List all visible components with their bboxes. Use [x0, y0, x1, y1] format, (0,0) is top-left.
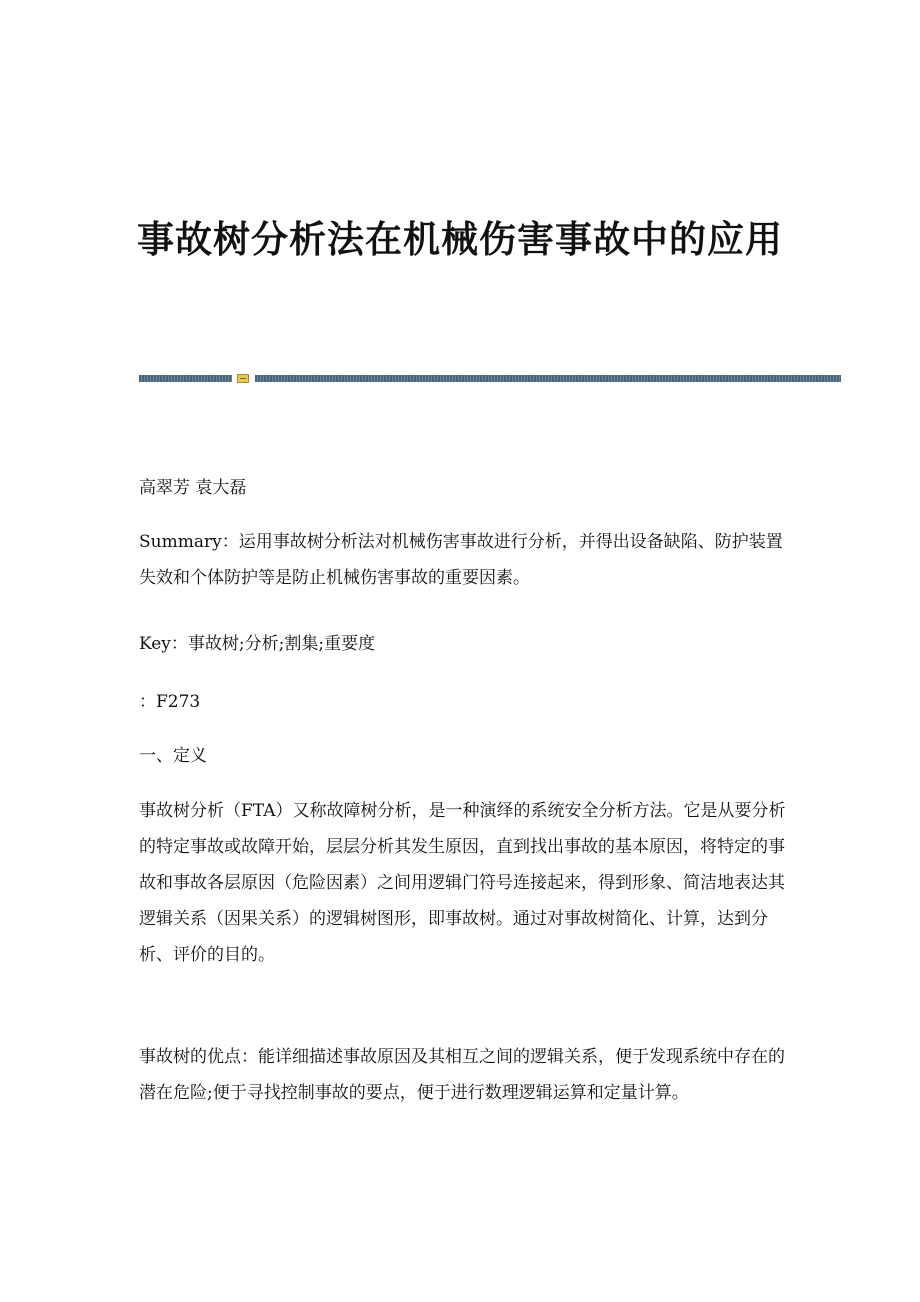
document-title: 事故树分析法在机械伤害事故中的应用	[137, 218, 783, 261]
keywords: Key：事故树;分析;割集;重要度	[139, 634, 376, 654]
classification-code: ：F273	[139, 692, 201, 712]
paragraph-definition: 事故树分析（FTA）又称故障树分析，是一种演绎的系统安全分析方法。它是从要分析的特定事故或故障开始，层层分析其发生原因，直到找出事故的基本原因，将特定的事故和事故各层原因（危险因素）之间用逻辑门符号连接起来，得到形象、简洁地表达其逻辑关系（因果关系）的逻辑树图形，即事故树。通过对事故树简化、计算，达到分析、评价的目的。	[139, 801, 786, 965]
divider-bar-right	[255, 375, 841, 382]
title-divider	[139, 374, 841, 383]
divider-ornament-icon	[237, 374, 249, 383]
paragraph-advantages: 事故树的优点：能详细描述事故原因及其相互之间的逻辑关系，便于发现系统中存在的潜在危险;便于寻找控制事故的要点，便于进行数理逻辑运算和定量计算。	[139, 1047, 785, 1103]
divider-bar-left	[139, 375, 232, 382]
summary-paragraph: Summary：运用事故树分析法对机械伤害事故进行分析，并得出设备缺陷、防护装置失效和个体防护等是防止机械伤害事故的重要因素。	[139, 532, 783, 588]
section-heading-definition: 一、定义	[139, 746, 207, 766]
authors: 高翠芳 袁大磊	[139, 478, 247, 498]
